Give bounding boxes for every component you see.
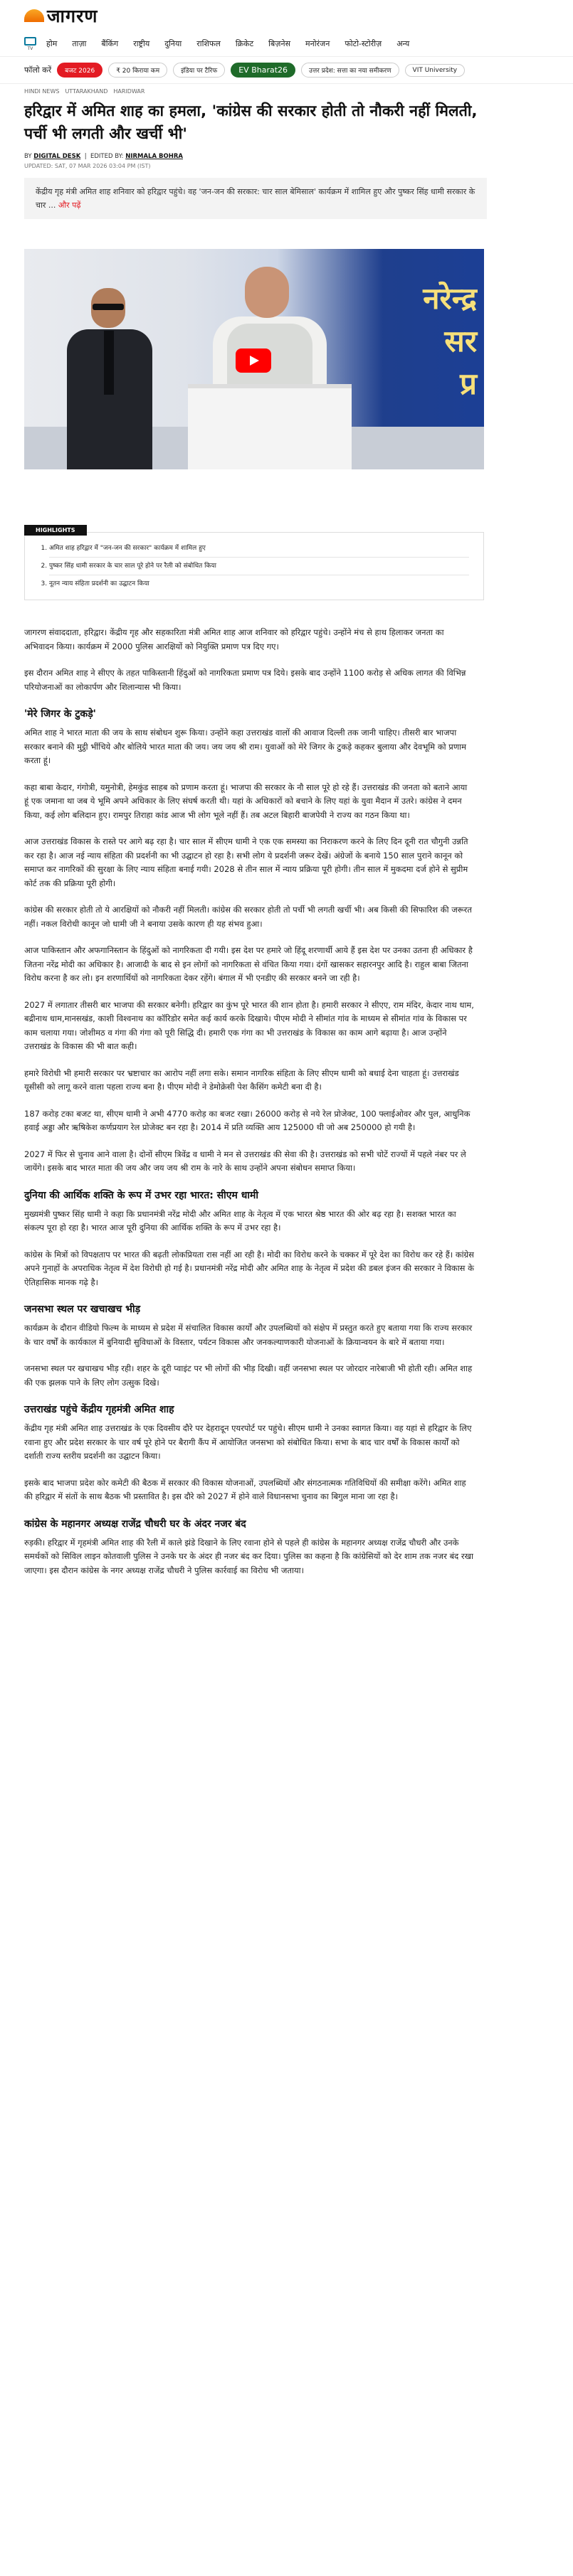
trending-chip[interactable]: EV Bharat26 [231, 63, 295, 78]
article-paragraph: इसके बाद भाजपा प्रदेश कोर कमेटी की बैठक में सरकार की विकास योजनाओं, उपलब्धियों और संगठनात्मक गतिविधियों की समीक्षा करेंगे। अमित शाह की हरिद्वार में संतों के साथ बैठक भी प्रस्तावित है। इस दौरे को 2027 में होने वाले विधानसभा चुनाव का बिगुल माना जा रहा है। [24, 1477, 466, 1501]
editor-prefix: EDITED BY: [90, 153, 124, 160]
breadcrumb [0, 84, 573, 95]
article-body [0, 600, 498, 1577]
article-paragraph: आज पाकिस्तान और अफगानिस्तान के हिंदुओं को नागरिकता दी गयी। इस देश पर हमारे जो हिंदू शरणार्थी आये हैं इस देश पर उनका उतना ही अधिकार है जितना नरेंद्र मोदी का अधिकार है। आजादी के बाद से इन लोगों को नागरिकता से वंचित किया गया। दंगों खासकर सहारनपुर आदि है। राहुल बाबा जितना विरोध करना है कर लो। इन शरणार्थियों को नागरिकता देकर रहेंगे। बंगाल में भी एनडीए की सरकार बनने जा रही है। [24, 945, 473, 983]
tv-link[interactable] [24, 37, 36, 51]
article-paragraph: अमित शाह ने भारत माता की जय के साथ संबोधन शुरू किया। उन्होंने कहा उत्तराखंड वालों की आवाज दिल्ली तक जानी चाहिए। तीसरी बार भाजपा सरकार बनाने की मुट्ठी भींचिये और बोलिये भारत माता की जय। जय जय श्री राम। युवाओं को मेरे जिगर के टुकड़े कहकर बुलाया और देवभूमि को प्रणाम करता हूं। [24, 728, 467, 765]
byline-prefix: BY [24, 153, 32, 160]
article-paragraph: 2027 में लगातार तीसरी बार भाजपा की सरकार बनेगी। हरिद्वार का कुंभ पूरे भारत की शान होता है। हमारी सरकार ने सीएए, राम मंदिर, केदार नाथ धाम, बद्रीनाथ धाम,मानसखंड, काशी विश्वनाथ का कॉरिडोर समेत कई कार्य करके दिखाये। पीएम मोदी ने सीमांत गांव के माध्यम से सीमांत गांव के विकास पर काम चलाया गया। जोशीमठ व गंगा की गंगा को पूरी सिद्धि दी। हमारी एक गंगा का भी उत्तराखंड के विकास का काम आगे बढ़ाया है। आज उन्होंने उत्तराखंड के विकास की भी बात कही। [24, 999, 474, 1051]
video-guard-figure [67, 288, 152, 469]
nav-item-national[interactable]: राष्ट्रीय [133, 39, 150, 48]
read-more-link[interactable]: और पढ़ें [58, 201, 81, 210]
tv-icon [24, 37, 36, 46]
highlights-box [24, 525, 484, 600]
trending-chip[interactable]: इंडिया पर टैरिफ [173, 63, 225, 78]
nav-item-horoscope[interactable]: राशिफल [196, 39, 221, 48]
banner-text: सर [444, 324, 477, 358]
trending-chip[interactable]: बजट 2026 [57, 63, 102, 78]
editor-link[interactable]: NIRMALA BOHRA [125, 153, 183, 160]
nav-item-latest[interactable]: ताज़ा [72, 39, 87, 48]
highlights-list-box [24, 532, 484, 600]
highlights-tag: HIGHLIGHTS [24, 525, 87, 536]
site-header [0, 0, 573, 31]
author-link[interactable]: DIGITAL DESK [33, 153, 81, 160]
sun-logo-icon [24, 9, 44, 22]
article-paragraph: 2027 में फिर से चुनाव आने वाला है। दोनों सीएम त्रिवेंद्र व धामी ने मन से उत्तराखंड की सेवा की है। उत्तराखंड को सभी चोटें राज्यों में पहले नंबर पर ले जायेंगे। इसके बाद भारत माता की जय और जय जय श्री राम के नारे के साथ उन्होंने अपना संबोधन समाप्त किया। [24, 1149, 466, 1173]
article-paragraph: रुड़की। हरिद्वार में गृहमंत्री अमित शाह की रैली में काले झंडे दिखाने के लिए रवाना होने से पहले ही कांग्रेस के महानगर अध्यक्ष राजेंद्र चौधरी और उनके समर्थकों को सिविल लाइन कोतवाली पुलिस ने उनके घर के अंदर ही नजर बंद कर दिया। पुलिस का कहना है कि कांग्रेसियों को देर शाम तक नजर बंद रखा जाएगा। इस दौरान कांग्रेस के नगर अध्यक्ष राजेंद्र चौधरी ने पुलिस कार्रवाई का विरोध भी जताया। [24, 1537, 473, 1575]
highlights-list [39, 540, 469, 592]
trending-chip[interactable]: VIT University [405, 64, 466, 77]
banner-text: नरेन्द्र [423, 281, 477, 316]
article-paragraph: कहा बाबा केदार, गंगोत्री, यमुनोत्री, हेमकुंड साहब को प्रणाम करता हूं। भाजपा की सरकार के नौ साल पूरे हो रहे हैं। उत्तराखंड की जनता को बताने आया हूं एक जमाना था जब ये भूमि अपने अधिकार के लिए संघर्ष करती थी। यहां के अधिकारों को बचाने के लिए यहां के युवा मैदान में उतरे। कांग्रेस ने दमन किया, कई लोग बलिदान हुए। रामपुर तिराहा कांड आज भी लोग भूले नहीं हैं। तब अटल बिहारी बाजपेयी ने राज्य का गठन किया था। [24, 782, 468, 820]
highlight-item: 3. नूतन न्याय संहिता प्रदर्शनी का उद्घाटन किया [49, 575, 469, 592]
trending-chip[interactable]: उत्तर प्रदेश: सत्ता का नया समीकरण [301, 63, 399, 78]
nav-item-home[interactable]: होम [46, 39, 58, 48]
nav-item-more[interactable]: अन्य [396, 39, 410, 48]
section-heading: जनसभा स्थल पर खचाखच भीड़ [24, 1304, 141, 1315]
play-button-icon[interactable] [236, 348, 271, 373]
article-paragraph: 187 करोड़ टका बजट था, सीएम धामी ने अभी 4770 करोड़ का बजट रखा। 26000 करोड़ से नये रेल प्रोजेक्ट, 100 फ्लाईओवर और पुल, आधुनिक हवाई अड्डा और ऋषिकेश कर्णप्रयाग रेल प्रोजेक्ट बन रहा है। 2014 में प्रति व्यक्ति आय 125000 थी जो अब 250000 हो गयी है। [24, 1108, 471, 1132]
trending-label: फॉलो करें [24, 65, 52, 75]
byline: BY DIGITAL DESK | EDITED BY: NIRMALA BOHRA [24, 153, 183, 160]
video-podium [188, 384, 352, 469]
breadcrumb-item[interactable]: HARIDWAR [113, 88, 145, 95]
section-heading: कांग्रेस के महानगर अध्यक्ष राजेंद्र चौधरी घर के अंदर नजर बंद [24, 1518, 246, 1530]
section-heading: दुनिया की आर्थिक शक्ति के रूप में उभर रहा भारत: सीएम धामी [24, 1189, 259, 1201]
article-paragraph: कांग्रेस की सरकार होती तो ये आरक्षियों को नौकरी नहीं मिलती। कांग्रेस की सरकार होती तो पर्ची भी लगती खर्ची भी। अब किसी की सिफारिश की जरूरत नहीं। नकल विरोधी कानून जो धामी जी ने बनाया उसके कारण ही यह संभव हुआ। [24, 905, 472, 929]
nav-item-cricket[interactable]: क्रिकेट [235, 39, 254, 48]
highlight-item: 2. पुष्कर सिंह धामी सरकार के चार साल पूरे होने पर रैली को संबोधित किया [49, 558, 469, 575]
article-summary [24, 178, 487, 219]
trending-chip[interactable]: ₹ 20 किराया कम [108, 63, 167, 78]
article-headline: हरिद्वार में अमित शाह का हमला, 'कांग्रेस की सरकार होती तो नौकरी नहीं मिलती, पर्ची भी लगती और खर्ची भी' [24, 102, 478, 143]
article-paragraph: मुख्यमंत्री पुष्कर सिंह धामी ने कहा कि प्रधानमंत्री नरेंद्र मोदी और अमित शाह के नेतृत्व में एक भारत श्रेष्ठ भारत की ओर बढ़ रहा है। सशक्त भारत का संकल्प पूरा हो रहा है। भारत आज पूरी दुनिया की आर्थिक शक्ति के रूप में उभर रहा है। [24, 1208, 456, 1233]
nav-item-banking[interactable]: बैंकिंग [101, 39, 119, 48]
highlight-item: 1. अमित शाह हरिद्वार में "जन-जन की सरकार" कार्यक्रम में शामिल हुए [49, 540, 469, 558]
breadcrumb-item[interactable]: HINDI NEWS [24, 88, 60, 95]
article-paragraph: हमारे विरोधी भी हमारी सरकार पर भ्रष्टाचार का आरोप नहीं लगा सके। समान नागरिक संहिता के लिए सीएम धामी को बधाई देना चाहता हूं। उत्तराखंड यूसीसी को लागू करने वाला पहला राज्य बना है। पीएम मोदी ने डेमोक्रेसी पेश कैसिंग कमेटी बना दी है। [24, 1068, 459, 1092]
summary-text: केंद्रीय गृह मंत्री अमित शाह शनिवार को हरिद्वार पहुंचे। वह 'जन-जन की सरकार: चार साल बेमिसाल' कार्यक्रम में शामिल हुए और पुष्कर सिंह धामी सरकार के चार ... [36, 187, 475, 210]
article-paragraph: कांग्रेस के मित्रों को विपक्षताप पर भारत की बढ़ती लोकप्रियता रास नहीं आ रही है। मोदी का विरोध करने के चक्कर में पूरे देश का विरोध कर रहे हैं। कांग्रेस अपने गुनाहों के अपराधिक नेतृत्व में देश विरोधी हो गई है। प्रधानमंत्री नरेंद्र मोदी और अमित शाह के नेतृत्व में प्रदेश की डबल इंजन की सरकार ने विकास के ऐतिहासिक मानक गढ़े है। [24, 1249, 474, 1287]
updated-timestamp: UPDATED: SAT, 07 MAR 2026 03:04 PM (IST) [24, 163, 151, 169]
nav-item-world[interactable]: दुनिया [164, 39, 182, 48]
jagran-logo[interactable] [24, 4, 98, 28]
article-paragraph: केंद्रीय गृह मंत्री अमित शाह उत्तराखंड के एक दिवसीय दौरे पर देहरादून एयरपोर्ट पर पहुंचे। सीएम धामी ने उनका स्वागत किया। वह यहां से हरिद्वार के लिए रवाना हुए और प्रदेश सरकार के चार वर्ष पूरे होने पर बैरागी कैंप में आयोजित जनसभा को संबोधित किया। सभा के बाद चार वर्षों के विकास कार्यों को दर्शाती राज्य स्तरीय प्रदर्शनी का उद्घाटन किया। [24, 1423, 472, 1461]
tv-label: TV [27, 46, 33, 51]
nav-item-photo-stories[interactable]: फोटो-स्टोरीज़ [345, 39, 382, 48]
article-paragraph: आज उत्तराखंड विकास के रास्ते पर आगे बढ़ रहा है। चार साल में सीएम धामी ने एक एक समस्या का निराकरण करने के लिए दिन दूनी रात चौगुनी उन्नति कर रहा है। आज नई न्याय संहिता की प्रदर्शनी का भी उद्घाटन हो रहा है। सभी लोग ये प्रदर्शनी जरूर देखें। अंग्रेजों के बनाये 150 साल पुराने कानून को समाप्त कर नागरिकों की सुरक्षा के लिए न्याय संहिता बनाई गयी। 2028 से तीन साल में न्याय प्रक्रिया पूरी होगी। तीन साल में मुकदमा दर्ज होने से सुप्रीम कोर्ट तक की प्रक्रिया पूरी होगी। [24, 836, 468, 888]
nav-item-entertainment[interactable]: मनोरंजन [305, 39, 330, 48]
nav-item-business[interactable]: बिज़नेस [268, 39, 291, 48]
article-paragraph: कार्यक्रम के दौरान वीडियो फिल्म के माध्यम से प्रदेश में संचालित विकास कार्यों और उपलब्धियों को संक्षेप में प्रस्तुत करते हुए बताया गया कि राज्य सरकार के चार वर्षों के कार्यकाल में बुनियादी सुविधाओं के विस्तार, पर्यटन विकास और जनकल्याणकारी योजनाओं के क्रियान्वयन के बारे में बताया गया। [24, 1323, 473, 1347]
section-heading: 'मेरे जिगर के टुकड़े' [24, 708, 96, 720]
main-nav [0, 31, 573, 57]
article-paragraph: इस दौरान अमित शाह ने सीएए के तहत पाकिस्तानी हिंदुओं को नागरिकता प्रमाण पत्र दिये। इसके बाद उन्होंने 1100 करोड़ से अधिक लागत की विभिन्न परियोजनाओं का लोकार्पण और शिलान्यास भी किया। [24, 668, 466, 692]
video-banner [352, 277, 477, 405]
logo-text: जागरण [47, 6, 98, 26]
trending-bar [0, 57, 573, 84]
section-heading: उत्तराखंड पहुंचे केंद्रीय गृहमंत्री अमित शाह [24, 1404, 174, 1415]
article-paragraph: जागरण संवाददाता, हरिद्वार। केंद्रीय गृह और सहकारिता मंत्री अमित शाह आज शनिवार को हरिद्वार पहुंचे। उन्होंने मंच से हाथ हिलाकर जनता का अभिवादन किया। कार्यक्रम में 2000 पुलिस आरक्षियों को नियुक्ति प्रमाण पत्र दिए गए। [24, 627, 444, 651]
banner-text: प्र [460, 366, 477, 401]
breadcrumb-item[interactable]: UTTARAKHAND [65, 88, 108, 95]
video-player[interactable] [24, 249, 484, 469]
article-paragraph: जनसभा स्थल पर खचाखच भीड़ रही। शहर के दूरी प्वाइंट पर भी लोगों की भीड़ दिखी। वहीं जनसभा स्थल पर जोरदार नारेबाजी भी होती रही। अमित शाह की एक झलक पाने के लिए लोग उत्सुक दिखे। [24, 1363, 473, 1388]
